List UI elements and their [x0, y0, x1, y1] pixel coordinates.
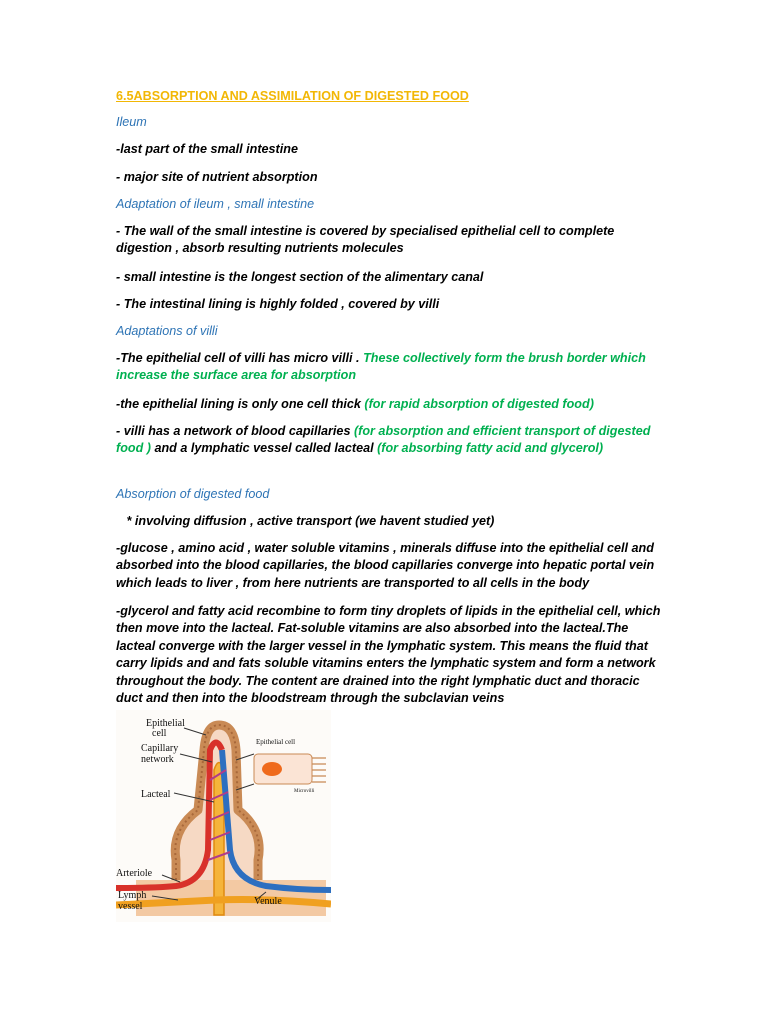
villus-diagram-svg: [116, 710, 331, 922]
ileum-point-1: -last part of the small intestine: [116, 142, 298, 156]
label-epithelial-cell: Epithelial: [146, 718, 185, 729]
page-title: 6.5ABSORPTION AND ASSIMILATION OF DIGESTED FOOD: [116, 89, 469, 103]
villi-point-1-text: -The epithelial cell of villi has micro villi .: [116, 351, 364, 365]
label-arteriole: Arteriole: [116, 868, 153, 879]
villi-point-3-note-1: (for absorption and efficient transport of digested food ): [116, 424, 651, 456]
heading-absorption: Absorption of digested food: [116, 487, 270, 501]
adaptation-ileum-point-1: - The wall of the small intestine is covered by specialised epithelial cell to complete digestion , absorb resulting nutrients molecules: [116, 224, 615, 256]
cell-nucleus: [262, 762, 282, 776]
villi-point-1: [116, 350, 661, 385]
heading-ileum: Ileum: [116, 115, 147, 129]
heading-adaptation-ileum: Adaptation of ileum , small intestine: [116, 197, 315, 211]
label-capillary-network-2: network: [141, 754, 174, 765]
villi-point-3-note-2: (for absorbing fatty acid and glycerol): [377, 441, 604, 456]
ileum-point-2: - major site of nutrient absorption: [116, 170, 318, 184]
villus-diagram: [116, 710, 331, 922]
absorption-point-2: -glycerol and fatty acid recombine to form tiny droplets of lipids in the epithelial cell, which then move into the lacteal. Fat-soluble vitamins are also absorbed into the lacteal.The lacteal converge with the larger vessel in the lymphatic system. This means the fluid that carry lipids and and fats soluble vitamins enters the lymphatic system and form a network throughout the body. The content are drained into the right lymphatic duct and thoracic duct and then into the bloodstream through the subclavian veins: [116, 604, 661, 706]
villi-point-3-text-2: and a lymphatic vessel called lacteal: [150, 441, 378, 456]
label-lacteal: Lacteal: [141, 789, 171, 800]
villi-point-3: [116, 423, 661, 458]
villi-point-2: [116, 396, 661, 413]
label-lymph-vessel-2: vessel: [118, 901, 143, 912]
adaptation-ileum-point-2: - small intestine is the longest section of the alimentary canal: [116, 270, 484, 284]
absorption-point-1: -glucose , amino acid , water soluble vitamins , minerals diffuse into the epithelial cell and absorbed into the blood capillaries, the blood capillaries converge into hepatic portal vein which leads to liver , from here nutrients are transported to all cells in the body: [116, 541, 655, 590]
villi-point-3-text: - villi has a network of blood capillaries: [116, 424, 354, 438]
label-lymph-vessel: Lymph: [118, 890, 147, 901]
label-microvilli: Microvilli: [294, 789, 315, 794]
villi-point-2-note: (for rapid absorption of digested food): [364, 397, 594, 411]
villi-point-2-text: -the epithelial lining is only one cell thick: [116, 397, 365, 411]
adaptation-ileum-point-3: - The intestinal lining is highly folded , covered by villi: [116, 297, 440, 311]
label-venule: Venule: [254, 896, 282, 907]
label-inset-epithelial-cell: Epithelial cell: [256, 738, 296, 746]
label-capillary-network: Capillary: [141, 743, 179, 754]
absorption-note: * involving diffusion , active transport (we havent studied yet): [116, 514, 495, 528]
heading-adaptations-villi: Adaptations of villi: [116, 324, 218, 338]
villi-point-1-note: These collectively form the brush border which increase the surface area for absorption: [116, 351, 646, 383]
label-epithelial-cell-2: cell: [152, 728, 167, 739]
